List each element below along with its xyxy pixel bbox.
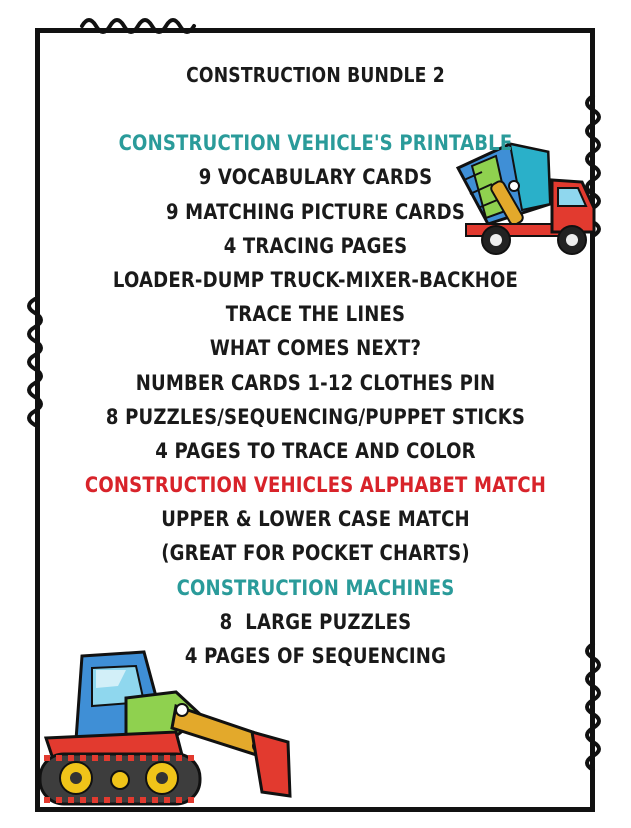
list-item: 9 MATCHING PICTURE CARDS — [165, 199, 466, 224]
spacer — [0, 92, 631, 126]
list-item: LOADER-DUMP TRUCK-MIXER-BACKHOE — [112, 267, 519, 292]
section-heading-machines: CONSTRUCTION MACHINES — [176, 575, 455, 600]
list-item: 9 VOCABULARY CARDS — [198, 165, 433, 190]
list-item: 4 TRACING PAGES — [223, 233, 408, 258]
section-heading-alphabet-match: CONSTRUCTION VEHICLES ALPHABET MATCH — [84, 473, 547, 498]
list-item: NUMBER CARDS 1-12 CLOTHES PIN — [135, 370, 496, 395]
document-title: CONSTRUCTION BUNDLE 2 — [186, 63, 445, 87]
list-item: WHAT COMES NEXT? — [209, 336, 422, 361]
list-item: 8 PUZZLES/SEQUENCING/PUPPET STICKS — [105, 404, 526, 429]
list-item: UPPER & LOWER CASE MATCH — [161, 507, 470, 532]
list-item: 4 PAGES TO TRACE AND COLOR — [155, 438, 476, 463]
squiggle-top-left-decoration — [78, 12, 198, 38]
list-item: 8 LARGE PUZZLES — [219, 609, 412, 634]
list-item: (GREAT FOR POCKET CHARTS) — [161, 541, 470, 566]
content-text-block — [0, 58, 631, 673]
list-item: TRACE THE LINES — [225, 302, 406, 327]
section-heading-printable: CONSTRUCTION VEHICLE'S PRINTABLE — [118, 131, 513, 156]
list-item: 4 PAGES OF SEQUENCING — [184, 644, 447, 668]
